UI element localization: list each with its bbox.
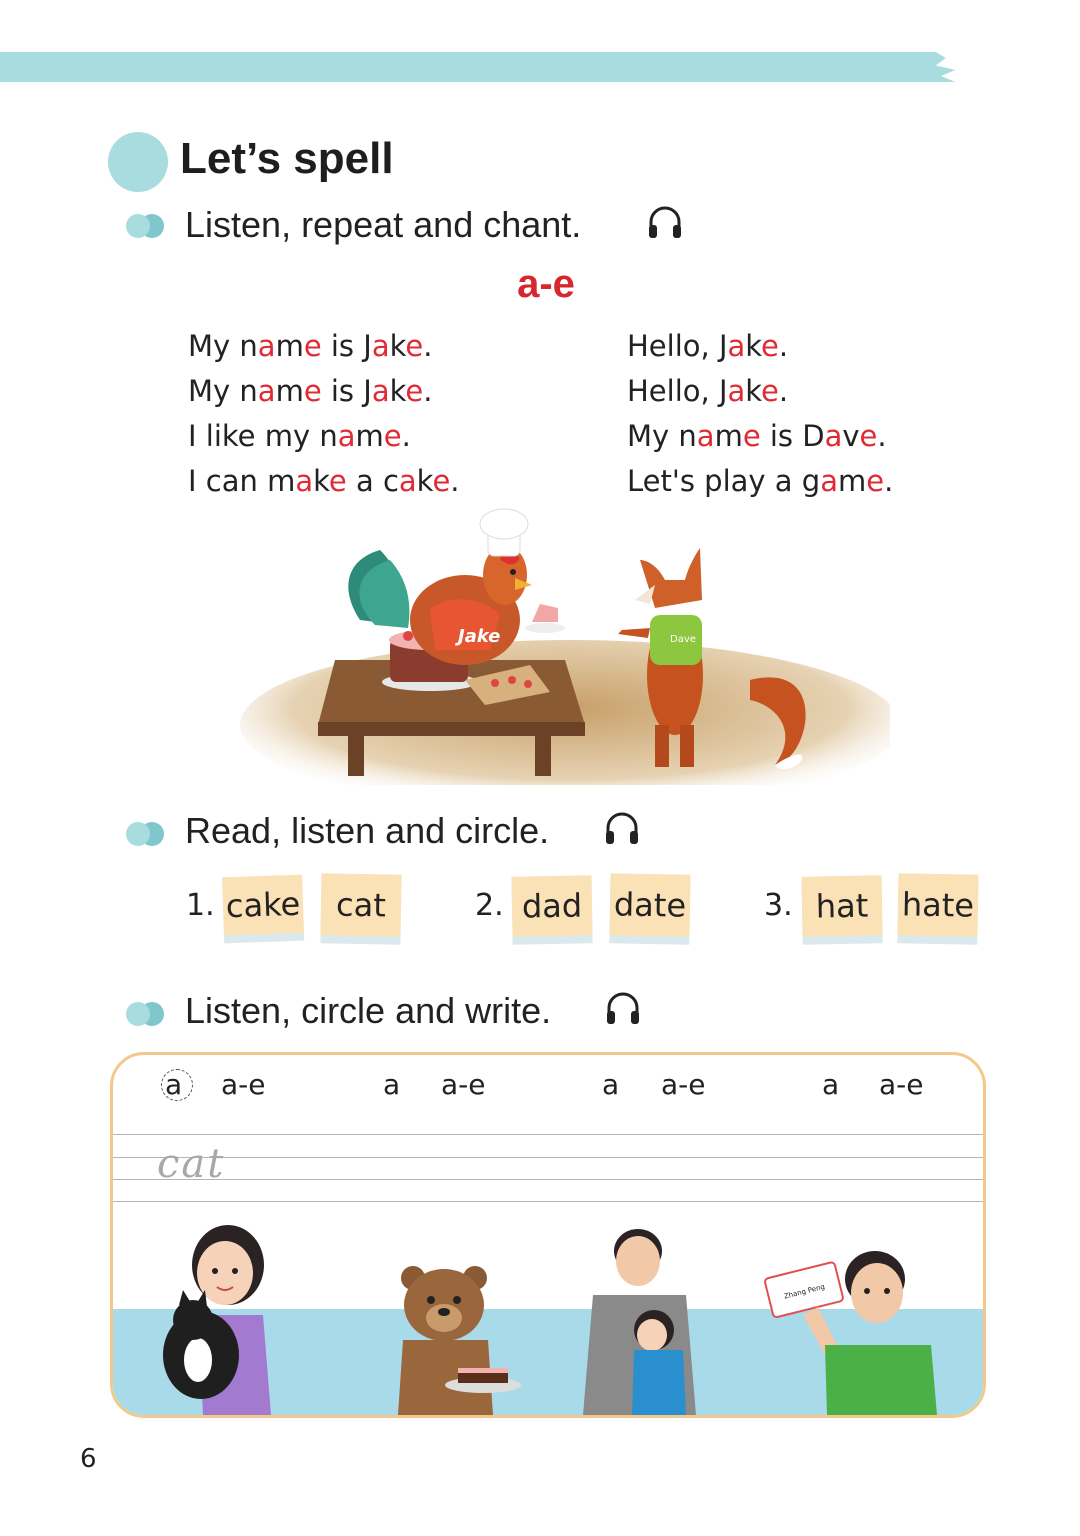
instruction-listen-circle-write: Listen, circle and write. bbox=[185, 990, 552, 1031]
chant-text: m bbox=[714, 419, 743, 453]
highlighted-letter: a bbox=[337, 419, 356, 453]
writing-line bbox=[113, 1179, 983, 1180]
highlighted-letter: a bbox=[371, 374, 390, 408]
option-a-e[interactable]: a-e bbox=[221, 1068, 266, 1101]
chant-text: . bbox=[423, 374, 433, 408]
chant-text: k bbox=[389, 329, 406, 363]
item-number: 1. bbox=[186, 888, 215, 923]
chant-left-column bbox=[188, 324, 460, 504]
chant-text: k bbox=[416, 464, 433, 498]
highlighted-letter: a bbox=[727, 374, 746, 408]
highlighted-letter: e bbox=[405, 374, 424, 408]
chant-line bbox=[627, 369, 893, 414]
chant-text: . bbox=[778, 329, 789, 363]
chant-text: k bbox=[313, 464, 329, 498]
chant-illustration bbox=[230, 500, 890, 785]
apron-label: Jake bbox=[458, 626, 501, 647]
highlighted-letter: a bbox=[820, 464, 838, 498]
chant-text: . bbox=[778, 374, 789, 408]
bullet-icon bbox=[126, 822, 166, 846]
handwritten-answer: cat bbox=[157, 1141, 226, 1187]
word-card-hat[interactable]: hat bbox=[801, 875, 882, 936]
highlighted-letter: e bbox=[742, 419, 761, 453]
highlighted-letter: e bbox=[761, 329, 779, 363]
chant-text: k bbox=[745, 374, 762, 408]
chant-line bbox=[188, 414, 460, 459]
highlighted-letter: e bbox=[383, 419, 402, 453]
chant-text: k bbox=[745, 329, 762, 363]
chant-text: Let's play a g bbox=[627, 464, 821, 498]
chant-text: v bbox=[842, 419, 860, 453]
word-card-cake[interactable]: cake bbox=[222, 875, 304, 936]
chant-text: Hello, J bbox=[627, 329, 728, 363]
chant-text: My n bbox=[188, 329, 258, 363]
chant-text: I can m bbox=[188, 464, 296, 498]
highlighted-letter: e bbox=[859, 419, 878, 453]
headphones-icon[interactable] bbox=[604, 990, 642, 1028]
top-band bbox=[0, 52, 975, 82]
writing-line bbox=[113, 1134, 983, 1135]
bullet-icon bbox=[126, 214, 166, 238]
chant-right-column bbox=[627, 324, 893, 504]
chant-text: m bbox=[837, 464, 867, 498]
shirt-label: Dave bbox=[670, 634, 696, 645]
chant-line bbox=[188, 369, 460, 414]
highlighted-letter: a bbox=[398, 464, 417, 498]
chant-line bbox=[627, 414, 893, 459]
chant-text: . bbox=[877, 419, 887, 453]
option-a[interactable]: a bbox=[822, 1068, 840, 1101]
highlighted-letter: e bbox=[303, 329, 322, 363]
dad-and-girl-illustration bbox=[568, 1225, 718, 1415]
chant-text: My n bbox=[627, 419, 697, 453]
option-a-e[interactable]: a-e bbox=[441, 1068, 486, 1101]
chant-text: m bbox=[275, 374, 304, 408]
section-circle-icon bbox=[108, 132, 168, 192]
chant-text: a c bbox=[346, 464, 399, 498]
chant-text: . bbox=[423, 329, 433, 363]
highlighted-letter: e bbox=[432, 464, 451, 498]
bullet-icon bbox=[126, 1002, 166, 1026]
chant-text: is D bbox=[760, 419, 825, 453]
option-a[interactable]: a bbox=[602, 1068, 620, 1101]
chant-line bbox=[188, 459, 460, 504]
option-a[interactable]: a bbox=[165, 1068, 183, 1101]
word-card-dad[interactable]: dad bbox=[511, 875, 592, 936]
highlighted-letter: a bbox=[371, 329, 390, 363]
name-card-label: Zhang Peng bbox=[783, 1282, 826, 1301]
bear-with-cake-illustration bbox=[383, 1260, 523, 1415]
phonics-heading: a-e bbox=[517, 262, 575, 306]
chant-text: is J bbox=[321, 329, 372, 363]
highlighted-letter: e bbox=[328, 464, 347, 498]
highlighted-letter: e bbox=[866, 464, 885, 498]
highlighted-letter: a bbox=[696, 419, 715, 453]
highlighted-letter: e bbox=[761, 374, 779, 408]
chant-text: My n bbox=[188, 374, 258, 408]
word-card-hate[interactable]: hate bbox=[897, 873, 978, 936]
highlighted-letter: a bbox=[257, 374, 276, 408]
highlighted-letter: a bbox=[295, 464, 314, 498]
highlighted-letter: e bbox=[405, 329, 424, 363]
chant-text: . bbox=[884, 464, 894, 498]
chant-text: m bbox=[275, 329, 304, 363]
girl-with-cat-illustration bbox=[143, 1195, 283, 1415]
option-a[interactable]: a bbox=[383, 1068, 401, 1101]
chant-text: Hello, J bbox=[627, 374, 728, 408]
headphones-icon[interactable] bbox=[646, 204, 684, 242]
word-card-cat[interactable]: cat bbox=[320, 873, 401, 936]
headphones-icon[interactable] bbox=[603, 810, 641, 848]
chant-text: . bbox=[401, 419, 411, 453]
section-title: Let’s spell bbox=[180, 134, 394, 183]
chant-text: k bbox=[389, 374, 406, 408]
chant-text: is J bbox=[321, 374, 372, 408]
item-number: 2. bbox=[475, 888, 504, 923]
item-number: 3. bbox=[764, 888, 793, 923]
writing-line bbox=[113, 1157, 983, 1158]
instruction-listen-repeat-chant: Listen, repeat and chant. bbox=[185, 204, 582, 245]
highlighted-letter: a bbox=[257, 329, 276, 363]
chant-text: m bbox=[355, 419, 384, 453]
chant-line bbox=[188, 324, 460, 369]
write-box bbox=[110, 1052, 986, 1418]
chant-text: I like my n bbox=[188, 419, 338, 453]
chant-text: . bbox=[450, 464, 460, 498]
instruction-read-listen-circle: Read, listen and circle. bbox=[185, 810, 550, 851]
option-a-e[interactable]: a-e bbox=[661, 1068, 706, 1101]
highlighted-letter: a bbox=[727, 329, 746, 363]
highlighted-letter: a bbox=[824, 419, 843, 453]
highlighted-letter: e bbox=[303, 374, 322, 408]
page-number: 6 bbox=[80, 1444, 97, 1474]
chant-line bbox=[627, 324, 893, 369]
word-card-date[interactable]: date bbox=[609, 873, 690, 936]
boy-with-name-card-illustration bbox=[763, 1245, 943, 1415]
chant-line bbox=[627, 459, 893, 504]
option-a-e[interactable]: a-e bbox=[879, 1068, 924, 1101]
